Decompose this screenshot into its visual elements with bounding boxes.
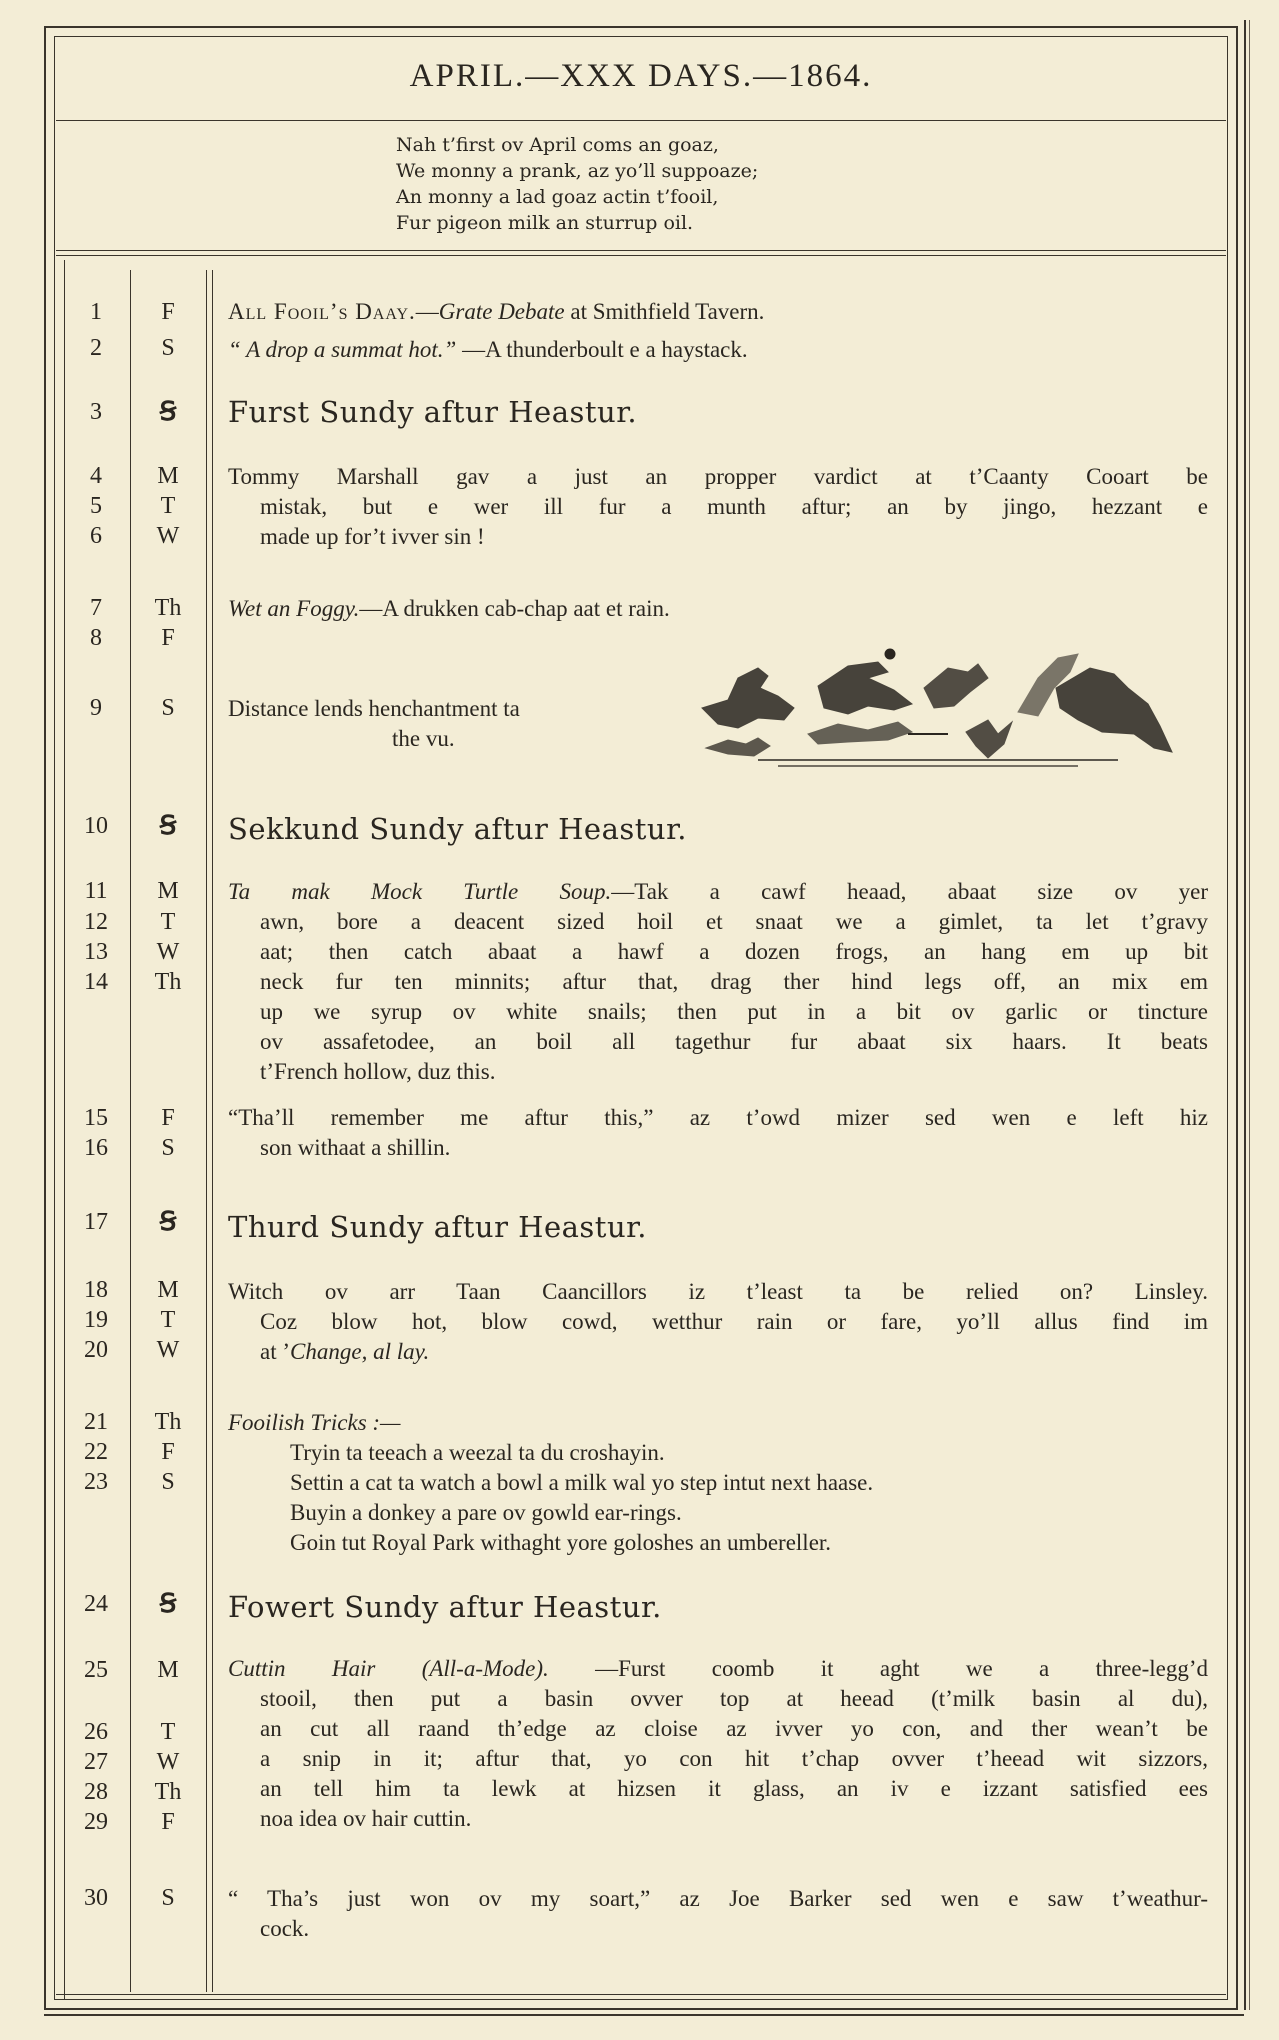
entry-april-15 [228, 1103, 1208, 1163]
verse-line: An monny a lad goaz actin t’fooil, [396, 186, 719, 208]
entry-line: Coz blow hot, blow cowd, wetthur rain or fare, yo’ll allus find im [260, 1309, 1208, 1334]
day-number: 12 [84, 909, 108, 935]
sunday-heading-3: Thurd Sundy aftur Heastur. [228, 1210, 648, 1244]
day-number: 6 [90, 523, 102, 549]
entry-line: an cut all raand th’edge az cloise az ivver yo con, and ther wean’t be [260, 1716, 1208, 1741]
entry-april-21 [228, 1408, 1208, 1558]
entry-text: —Furst coomb it aght we a three-legg’d [548, 1656, 1209, 1681]
entry-line: made up for’t ivver sin ! [260, 524, 485, 549]
weekday-label: M [157, 1657, 179, 1683]
weekday-label: T [160, 909, 176, 935]
weekday-label: T [160, 493, 176, 519]
day-number: 8 [90, 625, 102, 651]
table-bottom-rule [56, 1994, 1226, 1995]
day-number: 26 [84, 1719, 108, 1745]
day-number: 1 [90, 299, 102, 325]
entry-line: an tell him ta lewk at hizsen it glass, an iv e izzant satisfied ees [260, 1776, 1208, 1801]
entry-text: —Tak a cawf heaad, abaat size ov yer [611, 879, 1208, 904]
day-number: 9 [90, 695, 102, 721]
day-number: 16 [84, 1135, 108, 1161]
entry-line: the vu. [392, 726, 455, 751]
day-number: 25 [84, 1657, 108, 1683]
entry-line: “Tha’ll remember me aftur this,” az t’owd mizer sed wen e left hiz [228, 1105, 1208, 1130]
entry-heading: Fooilish Tricks :— [228, 1410, 401, 1435]
weekday-label: W [156, 939, 180, 965]
entry-heading: All Fooil’s Daay. [228, 299, 416, 324]
entry-text: — [415, 299, 439, 324]
verse-line: Nah t’first ov April coms an goaz, [396, 134, 719, 156]
weekday-label: F [161, 625, 175, 651]
day-number: 24 [84, 1591, 108, 1617]
entry-april-2 [228, 335, 1208, 365]
page-title: APRIL.—XXX DAYS.—1864. [409, 58, 873, 94]
day-number: 17 [84, 1209, 108, 1235]
trick-item: Buyin a donkey a pare ov gowld ear-rings. [290, 1500, 682, 1525]
weekday-label: S [161, 335, 175, 361]
entry-line: mistak, but e wer ill fur a munth aftur; an by jingo, hezzant e [260, 494, 1208, 519]
entry-april-9 [228, 694, 688, 754]
entry-italic: Ta mak Mock Turtle Soup. [228, 879, 612, 904]
day-number: 13 [84, 939, 108, 965]
trick-item: Goin tut Royal Park withaght yore goloshes an umbereller. [290, 1530, 832, 1555]
weekday-label: F [161, 1439, 175, 1465]
woodcut-illustration [698, 648, 1178, 776]
day-number: 10 [84, 813, 108, 839]
verse-rule-top [56, 250, 1226, 251]
day-number: 19 [84, 1307, 108, 1333]
entry-line: “ Tha’s just won ov my soart,” az Joe Barker sed wen e saw t’weathur- [228, 1886, 1208, 1911]
weekday-label: F [161, 1105, 175, 1131]
weekday-label: Th [154, 1409, 182, 1435]
sunday-icon: Ꞩ [159, 1207, 177, 1236]
entry-line [228, 1654, 1208, 1684]
day-number: 14 [84, 969, 108, 995]
day-number: 3 [90, 399, 102, 425]
weekday-label: Th [154, 595, 182, 621]
entry-italic: Grate Debate [438, 299, 565, 324]
weekday-label: M [157, 463, 179, 489]
entry-line: awn, bore a deacent sized hoil et snaat we a gimlet, ta let t’gravy [260, 909, 1208, 934]
sunday-icon: Ꞩ [159, 811, 177, 840]
weekday-label: F [161, 299, 175, 325]
weekday-label: S [161, 1885, 175, 1911]
page-edge-bottom [44, 2014, 1244, 2020]
entry-italic: “ A drop a summat hot.” [228, 337, 457, 362]
weekday-label: W [156, 1749, 180, 1775]
entry-line [228, 877, 1208, 907]
entry-line: Distance lends henchantment ta [228, 696, 520, 721]
entry-italic: Cuttin Hair (All-a-Mode). [228, 1656, 549, 1681]
verse-line: We monny a prank, az yo’ll suppoaze; [396, 160, 759, 182]
title-rule [56, 120, 1226, 121]
weekday-label: S [161, 1135, 175, 1161]
entry-line: son withaat a shillin. [260, 1135, 451, 1160]
entry-april-30 [228, 1884, 1208, 1944]
column-divider-weekday [206, 270, 207, 1992]
day-number: 22 [84, 1439, 108, 1465]
entry-april-1 [228, 297, 1208, 327]
entry-line: Witch ov arr Taan Caancillors iz t’least ta be relied on? Linsley. [228, 1279, 1208, 1304]
weekday-label: M [157, 1277, 179, 1303]
entry-line: noa idea ov hair cuttin. [260, 1806, 472, 1831]
entry-april-7 [228, 594, 1208, 624]
day-number: 29 [84, 1809, 108, 1835]
entry-line: stooil, then put a basin ovver top at heead (t’milk basin al du), [260, 1686, 1208, 1711]
entry-line: t’French hollow, duz this. [260, 1059, 496, 1084]
weekday-label: Th [154, 969, 182, 995]
verse-rule-bottom [56, 255, 1226, 256]
sunday-heading-1: Furst Sundy aftur Heastur. [228, 395, 638, 429]
entry-line: Tommy Marshall gav a just an propper vardict at t’Caanty Cooart be [228, 464, 1208, 489]
column-divider-weekday-double [212, 270, 213, 1992]
entry-italic: Wet an Foggy. [228, 596, 360, 621]
weekday-label: W [156, 1337, 180, 1363]
entry-italic: Change, al lay. [290, 1339, 430, 1364]
weekday-label: S [161, 695, 175, 721]
weekday-label: Th [154, 1779, 182, 1805]
weekday-label: M [157, 878, 179, 904]
entry-text: —A drukken cab-chap aat et rain. [359, 596, 670, 621]
day-number: 18 [84, 1277, 108, 1303]
day-number: 23 [84, 1469, 108, 1495]
entry-text: —A thunderboult e a haystack. [456, 337, 748, 362]
entry-line: up we syrup ov white snails; then put in a bit ov garlic or tincture [260, 999, 1208, 1024]
weekday-label: S [161, 1469, 175, 1495]
column-divider-date [130, 270, 131, 1992]
weekday-label: W [156, 523, 180, 549]
entry-line: a snip in it; aftur that, yo con hit t’chap ovver t’heead wit sizzors, [260, 1746, 1208, 1771]
entry-line: neck fur ten minnits; aftur that, drag ther hind legs off, an mix em [260, 969, 1208, 994]
sunday-heading-2: Sekkund Sundy aftur Heastur. [228, 812, 687, 846]
day-number: 7 [90, 595, 102, 621]
left-gutter-line [64, 260, 65, 2000]
weekday-label: F [161, 1809, 175, 1835]
sunday-icon: Ꞩ [159, 397, 177, 426]
entry-line: aat; then catch abaat a hawf a dozen frogs, an hang em up bit [260, 939, 1208, 964]
verse-line: Fur pigeon milk an sturrup oil. [396, 212, 694, 234]
entry-line [228, 1337, 1208, 1367]
entry-text: at ’ [260, 1339, 291, 1364]
day-number: 15 [84, 1105, 108, 1131]
entry-text: at Smithfield Tavern. [564, 299, 765, 324]
day-number: 20 [84, 1337, 108, 1363]
entry-april-18 [228, 1277, 1208, 1367]
day-number: 27 [84, 1749, 108, 1775]
day-number: 5 [90, 493, 102, 519]
day-number: 2 [90, 335, 102, 361]
entry-april-25 [228, 1654, 1208, 1834]
entry-april-4 [228, 462, 1208, 552]
day-number: 30 [84, 1885, 108, 1911]
day-number: 21 [84, 1409, 108, 1435]
entry-april-11 [228, 877, 1208, 1087]
entry-line: cock. [260, 1916, 310, 1941]
trick-item: Settin a cat ta watch a bowl a milk wal yo step intut next haase. [290, 1470, 874, 1495]
day-number: 4 [90, 463, 102, 489]
sunday-heading-4: Fowert Sundy aftur Heastur. [228, 1590, 662, 1624]
month-verse [396, 132, 758, 236]
sunday-icon: Ꞩ [159, 1589, 177, 1618]
entry-line: ov assafetodee, an boil all tagethur fur abaat six haars. It beats [260, 1029, 1208, 1054]
weekday-label: T [160, 1719, 176, 1745]
weekday-label: T [160, 1307, 176, 1333]
day-number: 28 [84, 1779, 108, 1805]
trick-item: Tryin ta teeach a weezal ta du croshayin. [290, 1440, 665, 1465]
page-edge-right [1244, 20, 1250, 2010]
day-number: 11 [84, 878, 108, 904]
